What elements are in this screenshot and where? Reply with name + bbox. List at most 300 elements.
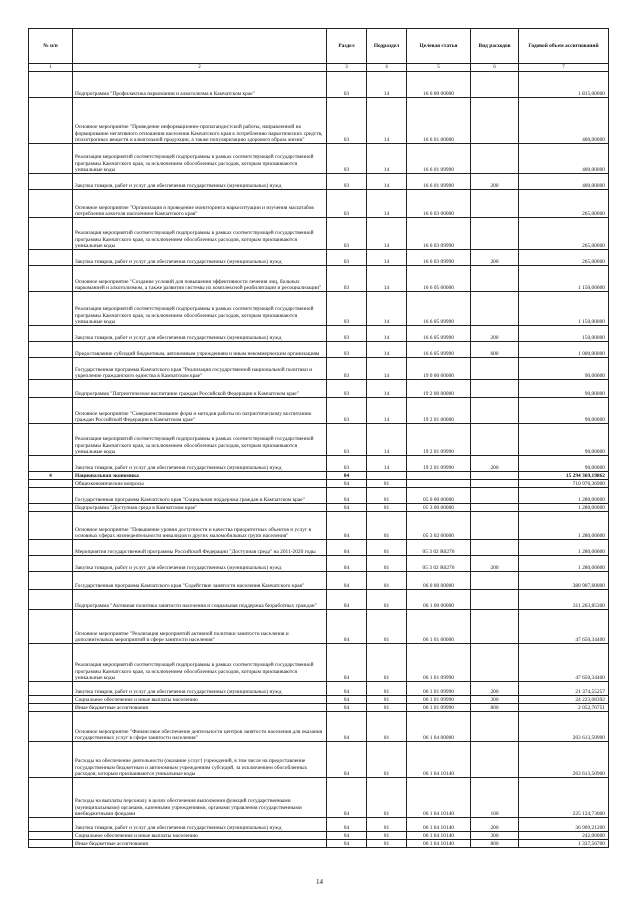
row-target-article: 05 3 02 R0270 [407,540,471,556]
row-expense-type: 200 [471,682,519,696]
row-podrazdel: 01 [367,488,407,504]
row-expense-type: 100 [471,778,519,818]
row-name: Реализация мероприятий соответствующей подпрограммы в рамках соответствующей государственной программы Камчатского края, за исключением обособленных расходов, которым присваиваются уникальные коды [73,292,327,326]
row-name: Основное мероприятие "Повышение уровня доступности и качества приоритетных объектов и услуг в основных сферах жизнедеятельности инвалидов и других маломобильных групп населения" [73,512,327,540]
row-amount: 263 613,50900 [519,712,609,742]
row-expense-type: 200 [471,818,519,832]
row-target-article: 19 0 00 00000 [407,358,471,380]
row-name: Расходы на обеспечение деятельности (оказание услуг) учреждений, в том числе на предоставление государственным бюджетным и автономным учреждениям субсидий, за исключением обособленных расходов, которым присваиваются уникальные коды [73,742,327,778]
row-expense-type [471,610,519,644]
row-razdel: 04 [327,712,367,742]
row-expense-type: 200 [471,456,519,472]
col-header-vr: Вид расходов [471,29,519,64]
row-razdel: 04 [327,704,367,712]
row-razdel: 04 [327,818,367,832]
row-number [29,610,73,644]
row-razdel: 04 [327,472,367,480]
row-number [29,266,73,292]
row-number [29,590,73,610]
row-razdel: 04 [327,556,367,572]
col-header-num: № п/п [29,29,73,64]
column-index-row [29,64,609,72]
table-row [29,572,609,590]
row-name: Закупка товаров, работ и услуг для обеспечения государственных (муниципальных) нужд [73,326,327,342]
row-target-article: 05 3 02 R0270 [407,556,471,572]
row-number [29,778,73,818]
row-razdel: 04 [327,610,367,644]
row-number [29,326,73,342]
row-target-article: 16 6 01 00000 [407,98,471,144]
row-name: Основное мероприятие "Финансовое обеспечение деятельности центров занятости населения для оказания государственных услуг в сфере занятости населения" [73,712,327,742]
row-podrazdel: 14 [367,424,407,456]
row-amount: 47 650,34400 [519,610,609,644]
row-target-article: 06 1 01 09990 [407,644,471,682]
row-razdel: 03 [327,424,367,456]
table-row [29,712,609,742]
row-name: Закупка товаров, работ и услуг для обеспечения государственных (муниципальных) нужд [73,456,327,472]
row-expense-type [471,572,519,590]
table-row [29,682,609,696]
row-number [29,704,73,712]
row-target-article: 16 6 05 00000 [407,266,471,292]
row-podrazdel: 14 [367,266,407,292]
row-target-article: 16 6 05 09990 [407,342,471,358]
row-razdel: 04 [327,590,367,610]
row-target-article: 16 6 05 09990 [407,292,471,326]
row-amount: 90,00000 [519,424,609,456]
row-podrazdel: 14 [367,218,407,250]
table-row [29,512,609,540]
row-podrazdel: 14 [367,326,407,342]
row-amount: 1 815,00000 [519,72,609,98]
table-row [29,326,609,342]
table-row [29,218,609,250]
table-row [29,644,609,682]
row-amount: 1 150,00000 [519,292,609,326]
row-expense-type: 200 [471,250,519,266]
table-row [29,190,609,218]
row-number [29,72,73,98]
row-number [29,98,73,144]
row-razdel: 04 [327,778,367,818]
row-amount: 90,00000 [519,358,609,380]
row-podrazdel: 14 [367,398,407,424]
row-amount: 1 280,00000 [519,540,609,556]
row-number [29,380,73,398]
row-name: Закупка товаров, работ и услуг для обеспечения государственных (муниципальных) нужд [73,174,327,190]
row-razdel: 04 [327,832,367,840]
row-podrazdel [367,472,407,480]
row-amount: 1 280,00000 [519,512,609,540]
row-razdel: 04 [327,696,367,704]
col-header-name [73,29,327,64]
row-razdel: 04 [327,504,367,512]
row-expense-type [471,488,519,504]
row-podrazdel: 01 [367,504,407,512]
table-row [29,556,609,572]
row-amount: 400,00000 [519,98,609,144]
row-name: Подпрограмма "Патриотическое воспитание граждан Российской Федерации в Камчатском крае" [73,380,327,398]
row-target-article: 06 1 00 00000 [407,590,471,610]
row-name: Национальная экономика [73,472,327,480]
row-number [29,250,73,266]
row-name: Реализация мероприятий соответствующей подпрограммы в рамках соответствующей государственной программы Камчатского края, за исключением обособленных расходов, которым присваиваются уникальные коды [73,218,327,250]
row-podrazdel: 14 [367,144,407,174]
row-number [29,540,73,556]
row-name: Иные бюджетные ассигнования [73,840,327,848]
row-target-article: 16 6 03 09990 [407,250,471,266]
row-amount: 242,00000 [519,832,609,840]
table-row [29,840,609,848]
row-razdel: 04 [327,488,367,504]
table-row [29,742,609,778]
row-amount: 263 613,50900 [519,742,609,778]
table-row [29,144,609,174]
column-index: 7 [519,64,609,72]
row-amount: 1 280,00000 [519,504,609,512]
table-row [29,72,609,98]
row-podrazdel: 14 [367,98,407,144]
row-name: Реализация мероприятий соответствующей подпрограммы в рамках соответствующей государственной программы Камчатского края, за исключением обособленных расходов, которым присваиваются уникальные коды [73,644,327,682]
row-number [29,480,73,488]
table-row [29,456,609,472]
row-podrazdel: 14 [367,250,407,266]
row-target-article: 06 1 04 10140 [407,832,471,840]
column-index: 5 [407,64,471,72]
row-number [29,832,73,840]
row-name: Основное мероприятие "Реализация мероприятий активной политики занятости населения и дополнительных мероприятий в сфере занятости населения" [73,610,327,644]
row-razdel: 03 [327,398,367,424]
row-target-article [407,480,471,488]
row-expense-type: 200 [471,326,519,342]
row-name: Закупка товаров, работ и услуг для обеспечения государственных (муниципальных) нужд [73,556,327,572]
row-expense-type: 300 [471,696,519,704]
row-podrazdel: 14 [367,456,407,472]
row-amount: 90,00000 [519,456,609,472]
row-name: Реализация мероприятий соответствующей подпрограммы в рамках соответствующей государственной программы Камчатского края, за исключением обособленных расходов, которым присваиваются уникальные коды [73,144,327,174]
row-target-article: 06 0 00 00000 [407,572,471,590]
row-razdel: 03 [327,72,367,98]
row-name: Общеэкономические вопросы [73,480,327,488]
row-number [29,456,73,472]
row-expense-type [471,380,519,398]
table-row [29,504,609,512]
row-name: Социальное обеспечение и иные выплаты населению [73,832,327,840]
row-number [29,144,73,174]
row-podrazdel: 14 [367,342,407,358]
table-row [29,540,609,556]
row-expense-type: 800 [471,704,519,712]
row-podrazdel: 01 [367,610,407,644]
row-razdel: 03 [327,358,367,380]
row-amount: 47 650,34400 [519,644,609,682]
page-number: 14 [316,878,323,886]
row-number [29,696,73,704]
row-razdel: 03 [327,292,367,326]
row-expense-type [471,742,519,778]
row-podrazdel: 01 [367,572,407,590]
row-target-article: 16 6 03 09990 [407,218,471,250]
budget-table [28,28,609,848]
table-row [29,98,609,144]
row-podrazdel: 01 [367,644,407,682]
table-row [29,832,609,840]
row-name: Закупка товаров, работ и услуг для обеспечения государственных (муниципальных) нужд [73,682,327,696]
row-name: Социальное обеспечение и иные выплаты населению [73,696,327,704]
row-number [29,358,73,380]
row-expense-type: 200 [471,174,519,190]
row-target-article: 06 1 04 10140 [407,840,471,848]
row-target-article: 05 0 00 00000 [407,488,471,504]
row-razdel: 03 [327,174,367,190]
table-row [29,472,609,480]
table-row [29,398,609,424]
row-target-article: 06 1 04 10140 [407,818,471,832]
row-razdel: 03 [327,380,367,398]
row-name: Мероприятия государственной программы Российской Федерации "Доступная среда" на 2011-2020 годы [73,540,327,556]
table-row [29,292,609,326]
table-body [29,72,609,848]
row-target-article: 16 6 01 09990 [407,174,471,190]
row-number [29,818,73,832]
row-name: Иные бюджетные ассигнования [73,704,327,712]
row-name: Основное мероприятие "Совершенствование форм и методов работы по патриотическому воспитанию граждан Российской Федерации в Камчатском крае" [73,398,327,424]
row-razdel: 03 [327,456,367,472]
row-razdel: 04 [327,644,367,682]
row-target-article: 06 1 01 00000 [407,610,471,644]
table-row [29,358,609,380]
table-row [29,250,609,266]
row-target-article: 06 1 04 10140 [407,742,471,778]
row-podrazdel: 14 [367,72,407,98]
row-target-article: 06 1 01 09990 [407,696,471,704]
row-name: Основное мероприятие "Проведение информационно-пропагандистской работы, направленной на формирование негативного отношения населения Камчатского края к потреблению наркотических средств, психотропных веществ и алкогольной продукции, а также популяризацию здорового образа жизни" [73,98,327,144]
row-number [29,488,73,504]
row-razdel: 04 [327,742,367,778]
row-razdel: 03 [327,218,367,250]
row-razdel: 04 [327,540,367,556]
row-target-article: 16 6 05 09990 [407,326,471,342]
row-podrazdel: 14 [367,358,407,380]
table-row [29,380,609,398]
row-target-article: 19 2 01 00000 [407,398,471,424]
row-expense-type: 800 [471,840,519,848]
column-index: 4 [367,64,407,72]
row-podrazdel: 01 [367,512,407,540]
row-target-article: 19 2 01 09990 [407,456,471,472]
row-expense-type: 600 [471,342,519,358]
table-header-row [29,29,609,64]
row-number [29,424,73,456]
row-expense-type: 300 [471,832,519,840]
table-row [29,488,609,504]
row-number [29,742,73,778]
row-razdel: 03 [327,98,367,144]
row-expense-type [471,292,519,326]
row-podrazdel: 14 [367,174,407,190]
row-razdel: 03 [327,266,367,292]
row-name: Государственная программа Камчатского края "Социальная поддержка граждан в Камчатском крае" [73,488,327,504]
row-number [29,292,73,326]
row-expense-type [471,424,519,456]
row-expense-type [471,512,519,540]
row-number: 4 [29,472,73,480]
column-index: 6 [471,64,519,72]
table-row [29,778,609,818]
col-header-podrazdel: Подраздел [367,29,407,64]
row-number [29,572,73,590]
row-number [29,682,73,696]
row-amount: 265,00000 [519,190,609,218]
row-amount: 1 150,00000 [519,266,609,292]
row-target-article: 19 2 00 00000 [407,380,471,398]
row-name: Государственная программа Камчатского края "Содействие занятости населения Камчатского края" [73,572,327,590]
row-name: Государственная программа Камчатского края "Реализация государственной национальной политики и укрепление гражданского единства в Камчатском крае" [73,358,327,380]
row-amount: 400,00000 [519,174,609,190]
row-podrazdel: 01 [367,742,407,778]
row-expense-type [471,712,519,742]
table-row [29,704,609,712]
row-amount: 265,00000 [519,250,609,266]
row-amount: 150,00000 [519,326,609,342]
row-amount: 380 907,60000 [519,572,609,590]
row-expense-type [471,644,519,682]
table-row [29,818,609,832]
row-target-article: 06 1 01 09990 [407,704,471,712]
row-podrazdel: 01 [367,696,407,704]
row-amount: 1 280,00000 [519,488,609,504]
row-podrazdel: 01 [367,778,407,818]
row-amount: 24 223,08392 [519,696,609,704]
row-target-article: 16 6 00 00000 [407,72,471,98]
row-name: Подпрограмма "Профилактика наркомании и алкоголизма в Камчатском крае" [73,72,327,98]
row-number [29,504,73,512]
table-row [29,590,609,610]
row-name: Предоставление субсидий бюджетным, автономным учреждениям и иным некоммерческим организациям [73,342,327,358]
row-number [29,644,73,682]
row-number [29,174,73,190]
row-target-article: 16 6 03 00000 [407,190,471,218]
row-expense-type [471,98,519,144]
row-expense-type [471,590,519,610]
row-target-article: 06 1 04 10140 [407,778,471,818]
row-amount: 90,00000 [519,398,609,424]
row-number [29,512,73,540]
row-podrazdel: 01 [367,540,407,556]
row-expense-type [471,398,519,424]
row-number [29,712,73,742]
row-amount: 36 909,21200 [519,818,609,832]
row-razdel: 03 [327,190,367,218]
row-amount: 15 294 369,19862 [519,472,609,480]
row-razdel: 04 [327,682,367,696]
row-podrazdel: 14 [367,190,407,218]
row-name: Закупка товаров, работ и услуг для обеспечения государственных (муниципальных) нужд [73,818,327,832]
column-index: 3 [327,64,367,72]
col-header-razdel: Раздел [327,29,367,64]
row-razdel: 04 [327,840,367,848]
col-header-csr: Целевая статья [407,29,471,64]
row-name: Подпрограмма "Доступная среда в Камчатском крае" [73,504,327,512]
row-number [29,398,73,424]
row-expense-type [471,540,519,556]
row-podrazdel: 14 [367,292,407,326]
row-target-article: 06 1 04 00000 [407,712,471,742]
row-razdel: 04 [327,480,367,488]
row-number [29,840,73,848]
col-header-sum: Годовой объем ассигнований [519,29,609,64]
row-podrazdel: 01 [367,704,407,712]
row-razdel: 03 [327,144,367,174]
row-podrazdel: 01 [367,590,407,610]
row-amount: 2 052,70751 [519,704,609,712]
row-amount: 1 337,56700 [519,840,609,848]
row-amount: 400,00000 [519,144,609,174]
row-name: Расходы на выплаты персоналу в целях обеспечения выполнения функций государственными (муниципальными) органами, казенными учреждениями, органами управления государственными внебюджетными фондами [73,778,327,818]
row-amount: 90,00000 [519,380,609,398]
row-expense-type [471,190,519,218]
row-expense-type [471,504,519,512]
row-amount: 1 280,00000 [519,556,609,572]
table-row [29,424,609,456]
row-razdel: 04 [327,572,367,590]
row-razdel: 03 [327,342,367,358]
row-podrazdel: 01 [367,556,407,572]
table-row [29,480,609,488]
row-target-article: 16 6 01 09990 [407,144,471,174]
row-amount: 1 000,00000 [519,342,609,358]
table-row [29,696,609,704]
table-row [29,266,609,292]
row-razdel: 03 [327,250,367,266]
row-amount: 311 263,85300 [519,590,609,610]
row-number [29,190,73,218]
row-target-article: 06 1 01 09990 [407,682,471,696]
row-target-article: 19 2 01 09990 [407,424,471,456]
row-expense-type [471,266,519,292]
row-amount: 225 124,73000 [519,778,609,818]
row-amount: 265,00000 [519,218,609,250]
row-expense-type [471,144,519,174]
row-razdel: 03 [327,326,367,342]
column-index: 2 [73,64,327,72]
row-podrazdel: 01 [367,480,407,488]
row-podrazdel: 01 [367,840,407,848]
column-index: 1 [29,64,73,72]
row-amount: 710 976,36900 [519,480,609,488]
row-name: Закупка товаров, работ и услуг для обеспечения государственных (муниципальных) нужд [73,250,327,266]
row-name: Основное мероприятие "Создание условий для повышения эффективности лечения лиц, больных наркоманией и алкоголизмом, а также развития системы их комплексной реабилитации и ресоциализации" [73,266,327,292]
row-expense-type [471,480,519,488]
row-target-article: 05 3 00 00000 [407,504,471,512]
row-target-article: 05 3 02 00000 [407,512,471,540]
row-expense-type [471,472,519,480]
row-name: Подпрограмма "Активная политика занятости населения и социальная поддержка безработных граждан" [73,590,327,610]
table-row [29,174,609,190]
row-expense-type [471,72,519,98]
row-number [29,342,73,358]
table-row [29,610,609,644]
budget-page [28,28,608,848]
row-name: Реализация мероприятий соответствующей подпрограммы в рамках соответствующей государственной программы Камчатского края, за исключением обособленных расходов, которым присваиваются уникальные коды [73,424,327,456]
row-podrazdel: 01 [367,682,407,696]
row-razdel: 04 [327,512,367,540]
row-podrazdel: 01 [367,712,407,742]
row-amount: 21 374,55257 [519,682,609,696]
row-podrazdel: 01 [367,832,407,840]
table-row [29,342,609,358]
row-expense-type: 200 [471,556,519,572]
